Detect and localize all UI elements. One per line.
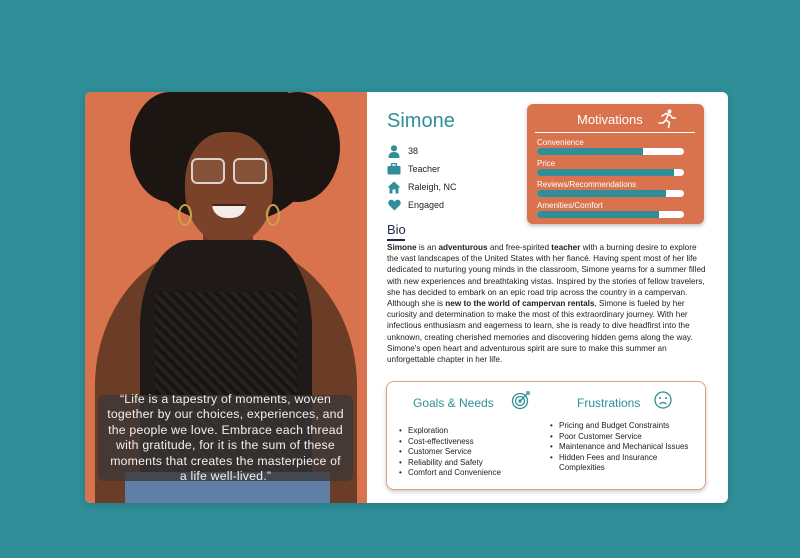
info-status: Engaged bbox=[387, 196, 457, 214]
list-item: • Poor Customer Service bbox=[550, 432, 705, 443]
quote-box bbox=[98, 391, 353, 483]
briefcase-icon bbox=[387, 162, 401, 176]
bio-title: Bio bbox=[387, 222, 406, 237]
bio-bold-segment: teacher bbox=[551, 243, 581, 252]
bio-text bbox=[387, 242, 709, 365]
motivation-bar-fill bbox=[537, 148, 643, 155]
list-item: • Reliability and Safety bbox=[399, 458, 501, 469]
goals-list bbox=[399, 426, 501, 479]
motivation-label: Amenities/Comfort bbox=[537, 201, 603, 210]
persona-photo bbox=[85, 92, 367, 503]
sad-face-icon bbox=[653, 390, 673, 410]
bio-segment: with a burning desire to explore the vast landscapes of the United States with her fiancé. Having spent most of her life dedicated to nurturing young minds in the classroom, Simone yearns for a summer filled with new experiences and breathtaking vistas. Inspired by the stories of fellow travelers, she has decided to embark on an epic road trip across the country in a campervan. Although she is bbox=[387, 243, 706, 309]
goals-title: Goals & Needs bbox=[413, 396, 494, 410]
motivation-label: Reviews/Recommendations bbox=[537, 180, 637, 189]
motivation-item bbox=[537, 201, 684, 218]
bio-bold-segment: new to the world of campervan rentals bbox=[445, 299, 595, 309]
home-icon bbox=[387, 180, 401, 194]
motivation-item bbox=[537, 159, 684, 176]
bio-segment: is an bbox=[416, 243, 439, 252]
runner-icon bbox=[656, 109, 678, 129]
list-item: • Exploration bbox=[399, 426, 501, 437]
motivation-bar-fill bbox=[537, 211, 659, 218]
motivation-label: Convenience bbox=[537, 138, 584, 147]
motivations-title: Motivations bbox=[577, 112, 643, 127]
persona-name: Simone bbox=[387, 110, 455, 132]
heart-icon bbox=[387, 198, 401, 212]
list-item: • Pricing and Budget Constraints bbox=[550, 421, 705, 432]
info-occupation: Teacher bbox=[387, 160, 457, 178]
motivation-bar bbox=[537, 148, 684, 155]
motivation-bar-fill bbox=[537, 169, 674, 176]
motivation-bar-fill bbox=[537, 190, 666, 197]
list-item: • Maintenance and Mechanical Issues bbox=[550, 442, 705, 453]
glasses bbox=[191, 158, 269, 186]
list-item: • Customer Service bbox=[399, 447, 501, 458]
persona-info bbox=[387, 142, 457, 214]
list-item: • Comfort and Convenience bbox=[399, 468, 501, 479]
list-item: • Hidden Fees and Insurance Complexities bbox=[550, 453, 705, 474]
list-item: • Cost-effectiveness bbox=[399, 437, 501, 448]
motivation-item bbox=[537, 138, 684, 155]
motivation-item bbox=[537, 180, 684, 197]
persona-quote: “Life is a tapestry of moments, woven together by our choices, experiences, and the people we love. Embrace each thread with gratitude, for it is the sum of these moments that creates the masterpiece of a life well-lived.” bbox=[107, 391, 344, 483]
motivations-panel bbox=[527, 104, 704, 224]
frustrations-title: Frustrations bbox=[577, 396, 641, 410]
bio-bold-segment: adventurous bbox=[438, 243, 488, 252]
frustrations-list bbox=[550, 421, 705, 474]
motivation-bar bbox=[537, 211, 684, 218]
info-location: Raleigh, NC bbox=[387, 178, 457, 196]
info-age: 38 bbox=[387, 142, 457, 160]
person-icon bbox=[387, 144, 401, 158]
bio-bold-segment: Simone bbox=[387, 243, 417, 252]
persona-card bbox=[85, 92, 728, 503]
motivation-bar bbox=[537, 190, 684, 197]
goals-frustrations-panel bbox=[386, 381, 706, 490]
motivation-bar bbox=[537, 169, 684, 176]
bio-segment: and free-spirited bbox=[487, 243, 552, 252]
target-icon bbox=[511, 390, 531, 410]
bio-segment: , Simone is fueled by her curiosity and determination to make the most of this extraordinary journey. With her infectious enthusiasm and eagerness to learn, she is ready to dive headfirst into the unknown, creating cherished memories and discovering hidden gems along the way. Simone's open heart and adventurous spirit are sure to make this summer an unforgettable chapter in her life. bbox=[387, 299, 693, 365]
motivation-label: Price bbox=[537, 159, 556, 168]
